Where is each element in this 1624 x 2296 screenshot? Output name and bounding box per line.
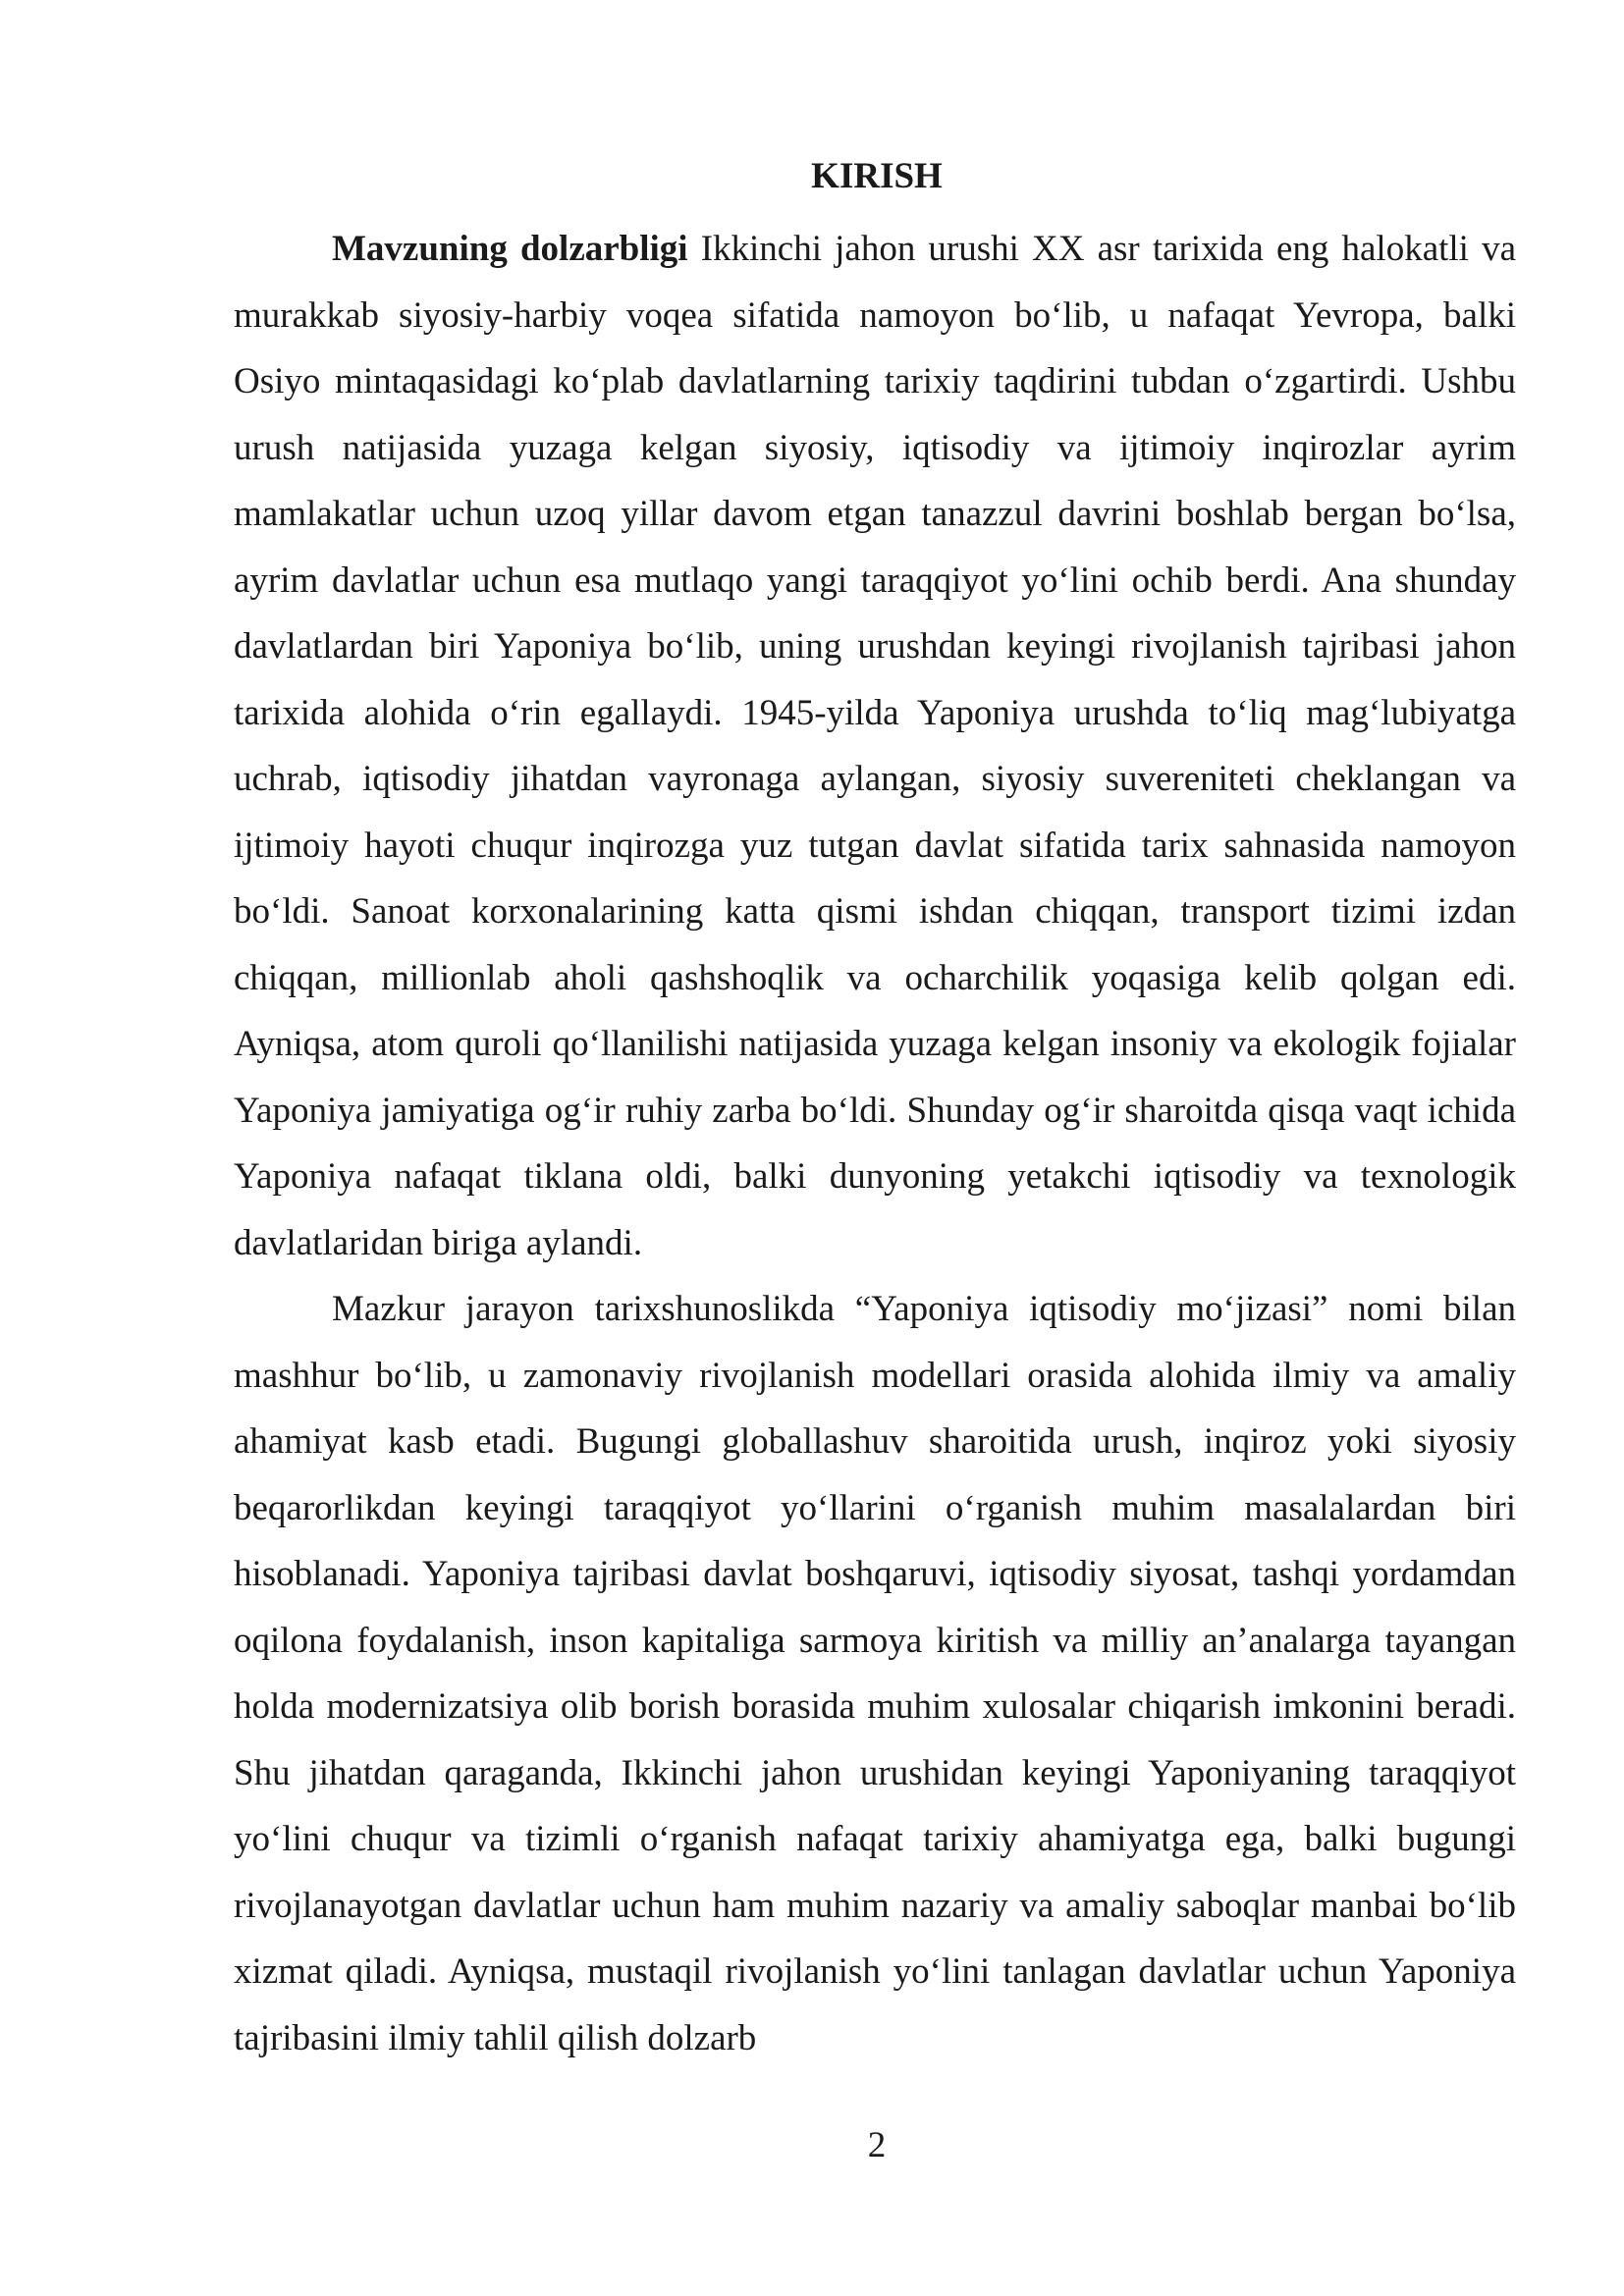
paragraph-japan-miracle: Mazkur jarayon tarixshunoslikda “Yaponiya iqtisodiy mo‘jizasi” nomi bilan mashhur bo‘lib, u zamonaviy rivojlanish modellari orasida alohida ilmiy va amaliy ahamiyat kasb etadi. Bugungi globallashuv sharoitida urush, inqiroz yoki siyosiy beqarorlikdan keyingi taraqqiyot yo‘llarini o‘rganish muhim masalalardan biri hisoblanadi. Yaponiya tajribasi davlat boshqaruvi, iqtisodiy siyosat, tashqi yordamdan oqilona foydalanish, inson kapitaliga sarmoya kiritish va milliy an’analarga tayangan holda modernizatsiya olib borish borasida muhim xulosalar chiqarish imkonini beradi. Shu jihatdan qaraganda, Ikkinchi jahon urushidan keyingi Yaponiyaning taraqqiyot yo‘lini chuqur va tizimli o‘rganish nafaqat tarixiy ahamiyatga ega, balki bugungi rivojlanayotgan davlatlar uchun ham muhim nazariy va amaliy saboqlar manbai bo‘lib xizmat qiladi. Ayniqsa, mustaqil rivojlanish yo‘lini tanlagan davlatlar uchun Yaponiya tajribasini ilmiy tahlil qilish dolzarb	[234, 1289, 1516, 2058]
paragraph-text: Ikkinchi jahon urushi XX asr tarixida eng halokatli va murakkab siyosiy-harbiy voqea sifatida namoyon bo‘lib, u nafaqat Yevropa, balki Osiyo mintaqasidagi ko‘plab davlatlarning tarixiy taqdirini tubdan o‘zgartirdi. Ushbu urush natijasida yuzaga kelgan siyosiy, iqtisodiy va ijtimoiy inqirozlar ayrim mamlakatlar uchun uzoq yillar davom etgan tanazzul davrini boshlab bergan bo‘lsa, ayrim davlatlar uchun esa mutlaqo yangi taraqqiyot yo‘lini ochib berdi. Ana shunday davlatlardan biri Yaponiya bo‘lib, uning urushdan keyingi rivojlanish tajribasi jahon tarixida alohida o‘rin egallaydi. 1945-yilda Yaponiya urushda to‘liq mag‘lubiyatga uchrab, iqtisodiy jihatdan vayronaga aylangan, siyosiy suvereniteti cheklangan va ijtimoiy hayoti chuqur inqirozga yuz tutgan davlat sifatida tarix sahnasida namoyon bo‘ldi. Sanoat korxonalarining katta qismi ishdan chiqqan, transport tizimi izdan chiqqan, millionlab aholi qashshoqlik va ocharchilik yoqasiga kelib qolgan edi. Ayniqsa, atom quroli qo‘llanilishi natijasida yuzaga kelgan insoniy va ekologik fojialar Yaponiya jamiyatiga og‘ir ruhiy zarba bo‘ldi. Shunday og‘ir sharoitda qisqa vaqt ichida Yaponiya nafaqat tiklana oldi, balki dunyoning yetakchi iqtisodiy va texnologik davlatlaridan biriga aylandi.	[234, 229, 1516, 1263]
paragraph-relevance	[234, 216, 1516, 1276]
page-number: 2	[867, 2125, 887, 2165]
body-text	[234, 216, 1516, 2071]
section-title: KIRISH	[811, 156, 943, 196]
paragraph-lead: Mavzuning dolzarbligi	[332, 229, 688, 269]
